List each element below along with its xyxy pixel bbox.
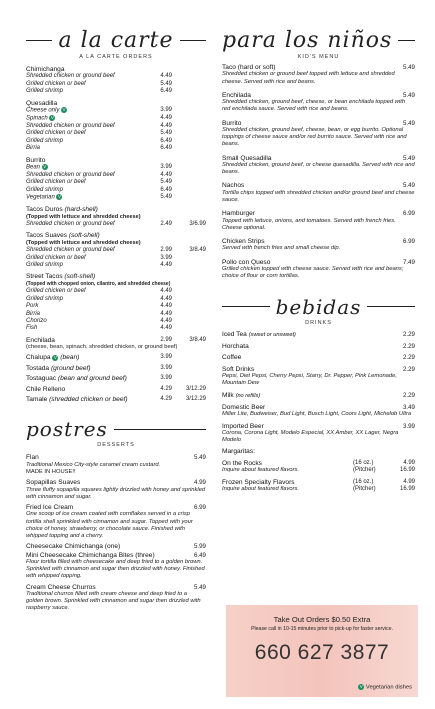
vegetarian-icon: V <box>50 115 54 121</box>
item-name: Tacos Suaves <box>26 232 68 240</box>
price: 4.99 <box>403 459 415 466</box>
dessert-item <box>26 543 206 550</box>
price: 6.49 <box>160 145 172 152</box>
item-description: Topped with lettuce, onions, and tomatoes. Served with french fries. Cheese optional. <box>222 217 396 231</box>
price: 5.99 <box>193 543 206 551</box>
item-note: (cheese, bean, spinach, shredded chicken, or ground beef) <box>26 344 178 351</box>
item-name: Flan <box>26 454 39 462</box>
item-name: Hamburger <box>222 210 255 218</box>
item-style: (hard-shell) <box>64 206 98 214</box>
item-name: Soft Drinks <box>222 365 255 373</box>
size-label: (16 oz.) <box>353 459 374 466</box>
price: 4.49 <box>160 262 172 269</box>
item-description: Shredded chicken, ground beef, cheese, bean, or egg burrito. Optional toppings of cheese sauce and/or red burrito sauce. Served with rice and beans. <box>222 127 407 148</box>
option-label: Grilled shrimp <box>26 137 64 144</box>
left-column <box>26 0 206 613</box>
price: 6.49 <box>193 551 206 559</box>
price: 4.49 <box>160 310 172 317</box>
multi-price: 3/12.29 <box>185 395 206 402</box>
item-extra: (bean) <box>60 354 80 362</box>
drink-item <box>222 392 415 400</box>
option-label: Shredded chicken or ground beef <box>26 123 115 129</box>
dessert-item <box>26 479 206 501</box>
item-note: (Topped with chopped onion, cilantro, and shredded cheese) <box>26 280 171 287</box>
price: 5.49 <box>160 80 172 87</box>
option-label: Grilled chicken or beef <box>26 254 86 261</box>
bebidas-list <box>222 331 415 494</box>
item-name: Chimichanga <box>26 66 65 73</box>
option-label: Grilled chicken or beef <box>26 130 86 137</box>
ninos-list <box>222 64 415 281</box>
item-name: Enchilada <box>26 336 55 344</box>
margaritas-label <box>222 448 415 455</box>
multi-price: 3/8.49 <box>189 336 206 343</box>
price: 2.99 <box>160 336 172 343</box>
kids-item <box>222 182 415 204</box>
price: 16.99 <box>399 467 415 474</box>
vegetarian-icon: V <box>57 194 61 200</box>
item-description: Miller Lite, Budweiser, Bud Light, Busch Light, Coors Light, Michelob Ultra <box>222 411 412 418</box>
alacarte-subtitle: A LA CARTE ORDERS <box>79 54 153 60</box>
price: 4.49 <box>160 317 172 324</box>
price: 5.49 <box>193 454 206 462</box>
dessert-item <box>26 454 206 476</box>
bebidas-header <box>222 295 415 326</box>
option-label: Grilled chicken or beef <box>26 80 86 87</box>
takeout-instructions: Please call in 10-15 minutes prior to pick-up for faster service. <box>251 626 393 632</box>
drink-item <box>222 331 415 339</box>
dessert-item <box>26 584 206 613</box>
item-description: Inquire about featured flavors. <box>222 467 300 474</box>
ninos-subtitle: KID'S MENU <box>297 54 340 60</box>
item-name: Burrito <box>26 156 46 164</box>
takeout-box <box>226 605 418 697</box>
item-description: Shredded chicken, ground beef, cheese, or bean enchilada topped with red enchilada sauce. Served with rice and beans. <box>222 99 406 113</box>
option-label: Grilled shrimp <box>26 88 64 95</box>
enchilada-item <box>26 337 206 352</box>
option-label: Fish <box>26 325 38 332</box>
ninos-title: para los niños <box>222 28 393 53</box>
tostaguac-item <box>26 375 206 382</box>
price: 6.99 <box>402 238 415 246</box>
item-name: Burrito <box>222 119 242 127</box>
takeout-title: Take Out Orders $0.50 Extra <box>273 615 371 624</box>
item-extra: (shredded chicken or beef) <box>49 395 128 403</box>
price: 2.29 <box>402 342 415 350</box>
price: 3.99 <box>160 164 172 171</box>
price: 3.99 <box>160 375 172 382</box>
price: 4.49 <box>160 115 172 122</box>
size-label: (Pitcher) <box>353 485 376 492</box>
item-name: Chile Relleno <box>26 385 66 393</box>
item-name: Frozen Specialty Flavors <box>222 478 295 486</box>
price: 2.49 <box>160 221 172 228</box>
chile-relleno-item <box>26 386 206 393</box>
price: 7.49 <box>402 258 415 266</box>
item-name: Chicken Strips <box>222 238 265 246</box>
item-name: Cream Cheese Churros <box>26 583 96 591</box>
option-label: Shredded chicken or ground beef <box>26 172 115 179</box>
option-label: Grilled chicken or beef <box>26 288 86 295</box>
option-label: Birria <box>26 145 41 152</box>
item-name: Mini Cheesecake Chimichanga Bites (three) <box>26 551 155 559</box>
postres-subtitle: DESSERTS <box>97 442 135 449</box>
price: 16.99 <box>399 485 415 492</box>
price: 5.49 <box>402 91 415 99</box>
postres-list <box>26 454 206 612</box>
drink-item <box>222 423 415 445</box>
item-extra: (ground beef) <box>50 364 91 372</box>
item-name: Tostaguac <box>26 375 57 383</box>
drink-item <box>222 404 415 419</box>
ninos-header <box>222 28 415 60</box>
item-description: One scoop of ice cream coated with cornflakes served in a crisp tortilla shell sprinkled with cinnamon and sugar. Topped with your choice of honey, strawberry, or chocolate sauce. Finished with whipped topping and a cherry. <box>26 511 193 539</box>
option-label: Grilled shrimp <box>26 295 64 302</box>
item-name: Taco (hard or soft) <box>222 64 276 71</box>
item-name: Sopapillas Suaves <box>26 479 81 487</box>
price: 5.49 <box>402 154 415 162</box>
item-description-note: MADE IN HOUSE!! <box>26 468 76 475</box>
item-name: Enchilada <box>222 91 251 99</box>
drink-item <box>222 354 415 361</box>
chalupa-item <box>26 354 206 361</box>
kids-item <box>222 259 415 281</box>
item-name: Chalupa <box>26 354 51 362</box>
tostada-item <box>26 365 206 372</box>
item-name: Tamale <box>26 395 48 403</box>
item-extra: (bean and ground beef) <box>57 375 127 383</box>
option-label: Grilled shrimp <box>26 262 64 269</box>
price: 6.99 <box>193 503 206 511</box>
item-style: (soft-shell) <box>64 273 96 281</box>
price: 6.49 <box>160 88 172 95</box>
item-description: Tortilla chips topped with shredded chicken and/or ground beef and cheese sauce. <box>222 189 415 204</box>
option-label: Pork <box>26 303 39 310</box>
price: 2.99 <box>160 247 172 254</box>
alacarte-title: a la carte <box>58 28 174 53</box>
item-description: Grilled chicken topped with cheese sauce. Served with rice and beans; choice of flour or corn tortillas. <box>222 266 404 280</box>
option-label: Bean <box>26 164 41 171</box>
price: 5.49 <box>160 130 172 137</box>
item-name: Nachos <box>222 182 245 190</box>
size-label: (16 oz.) <box>353 478 374 485</box>
item-description: Shredded chicken, ground beef, or cheese quesadilla. Served with rice and beans. <box>222 162 415 176</box>
price: 4.29 <box>160 385 172 392</box>
item-description: Pepsi, Diet Pepsi, Cherry Pepsi, Starry, Dr. Pepper, Pink Lemonade, Mountain Dew <box>222 373 397 387</box>
multi-price: 3/6.99 <box>189 221 206 228</box>
option-label: Grilled chicken or beef <box>26 179 86 186</box>
tacos-suaves-item <box>26 232 206 269</box>
price: 5.49 <box>402 64 415 71</box>
option-label: Shredded chicken or ground beef <box>26 247 115 254</box>
item-name: Milk <box>222 391 234 399</box>
margarita-rocks <box>222 460 415 475</box>
price: 4.99 <box>403 478 415 485</box>
right-column <box>222 0 415 493</box>
item-name: Domestic Beer <box>222 403 266 411</box>
item-name: Margaritas: <box>222 448 255 456</box>
kids-item <box>222 210 415 232</box>
kids-item <box>222 120 415 149</box>
price: 3.99 <box>402 422 415 430</box>
item-name: Horchata <box>222 342 249 350</box>
drink-item <box>222 343 415 350</box>
item-note: (Topped with lettuce and shredded cheese) <box>26 239 141 246</box>
vegetarian-legend <box>358 684 412 691</box>
item-description: Traditional churros filled with cream cheese and deep fried to a golden brown. Sprinkled with cinnamon and sugar then drizzled with raspberry sauce. <box>26 591 201 612</box>
item-name: Cheesecake Chimichanga (one) <box>26 543 121 551</box>
item-extra: (no refills) <box>235 392 261 399</box>
item-name: Imported Beer <box>222 422 264 430</box>
option-label: Shredded chicken or ground beef <box>26 221 115 228</box>
postres-title: postres <box>26 417 108 442</box>
size-label: (Pitcher) <box>353 467 376 474</box>
item-description: Three fluffy sopapilla squares lightly drizzled with honey and sprinkled with cinnamon and sugar. <box>26 486 206 500</box>
price: 4.29 <box>160 395 172 402</box>
item-name: Coffee <box>222 354 242 362</box>
option-label: Grilled shrimp <box>26 186 64 193</box>
item-description: Shredded chicken or ground beef topped with lettuce and shredded cheese. Served with rice and beans. <box>222 71 395 85</box>
vegetarian-icon: V <box>53 354 57 360</box>
multi-price: 3/8.49 <box>189 247 206 254</box>
price: 5.49 <box>402 182 415 190</box>
price: 4.99 <box>193 479 206 487</box>
item-name: On the Rocks <box>222 459 262 467</box>
kids-item <box>222 155 415 177</box>
item-description: Flour tortilla filled with cheesecake and deep fried to a golden brown. Sprinkled with cinnamon and sugar then drizzled with honey. Finished with whipped topping. <box>26 559 205 580</box>
price: 4.49 <box>160 295 172 302</box>
option-label: Vegetarian <box>26 194 55 201</box>
tacos-duros-item <box>26 206 206 228</box>
item-name: Pollo con Queso <box>222 258 271 266</box>
vegetarian-icon: V <box>62 107 66 113</box>
price: 6.49 <box>160 186 172 193</box>
option-label: Spinach <box>26 115 48 122</box>
price: 2.29 <box>402 354 415 362</box>
item-name: Small Quesadilla <box>222 154 272 162</box>
item-name: Street Tacos <box>26 273 63 281</box>
item-note: (Topped with lettuce and shredded cheese) <box>26 213 141 220</box>
item-description: Inquire about featured flavors. <box>222 485 300 492</box>
phone-number[interactable]: 660 627 3877 <box>254 641 390 664</box>
bebidas-title: bebidas <box>275 294 362 319</box>
item-name: Quesadilla <box>26 99 58 107</box>
dessert-item <box>26 552 206 581</box>
burrito-item <box>26 157 206 203</box>
price: 3.49 <box>402 403 415 411</box>
item-name: Tacos Duros <box>26 206 63 214</box>
price: 2.29 <box>402 365 415 373</box>
price: 5.49 <box>160 179 172 186</box>
vegetarian-legend-label: Vegetarian dishes <box>365 685 412 691</box>
item-description: Corona, Corona Light, Modelo Especial, XX Amber, XX Lager, Negra Modelo <box>222 429 399 444</box>
price: 4.49 <box>160 73 172 80</box>
dessert-item <box>26 504 206 540</box>
price: 3.99 <box>160 254 172 261</box>
price: 4.49 <box>160 123 172 129</box>
option-label: Birria <box>26 310 41 317</box>
item-name: Iced Tea <box>222 330 247 338</box>
option-label: Shredded chicken or ground beef <box>26 73 115 80</box>
price: 5.49 <box>193 583 206 591</box>
item-name: Fried Ice Cream <box>26 503 74 511</box>
item-name: Tostada <box>26 364 50 372</box>
alacarte-header <box>26 28 206 60</box>
item-description: Traditional Mexico City-style caramel cream custard. <box>26 461 161 468</box>
price: 4.49 <box>160 172 172 179</box>
multi-price: 3/12.29 <box>185 385 206 392</box>
kids-item <box>222 64 415 86</box>
price: 6.49 <box>160 137 172 144</box>
kids-item <box>222 238 415 253</box>
kids-item <box>222 92 415 114</box>
street-tacos-item <box>26 273 206 332</box>
vegetarian-icon: V <box>359 684 363 690</box>
item-extra: (sweet or unsweet) <box>248 331 296 338</box>
price: 4.49 <box>160 325 172 332</box>
price: 2.29 <box>402 391 415 399</box>
item-description: Served with french fries and small cheese dip. <box>222 245 341 252</box>
price: 5.49 <box>160 194 172 201</box>
quesadilla-item <box>26 100 206 153</box>
price: 2.29 <box>402 330 415 338</box>
margarita-frozen <box>222 479 415 494</box>
postres-header <box>26 417 206 448</box>
price: 3.99 <box>160 107 172 114</box>
item-style: (soft-shell) <box>68 232 100 240</box>
bebidas-subtitle: DRINKS <box>305 319 332 326</box>
price: 5.49 <box>402 119 415 127</box>
price: 6.99 <box>402 210 415 218</box>
option-label: Cheese only <box>26 107 60 114</box>
chimichanga-item <box>26 66 206 96</box>
tamale-item <box>26 396 206 403</box>
price: 4.49 <box>160 288 172 295</box>
price: 3.99 <box>160 354 172 361</box>
vegetarian-icon: V <box>43 164 47 170</box>
option-label: Chorizo <box>26 317 47 324</box>
price: 3.99 <box>160 364 172 371</box>
drink-item <box>222 366 415 388</box>
price: 4.49 <box>160 303 172 310</box>
